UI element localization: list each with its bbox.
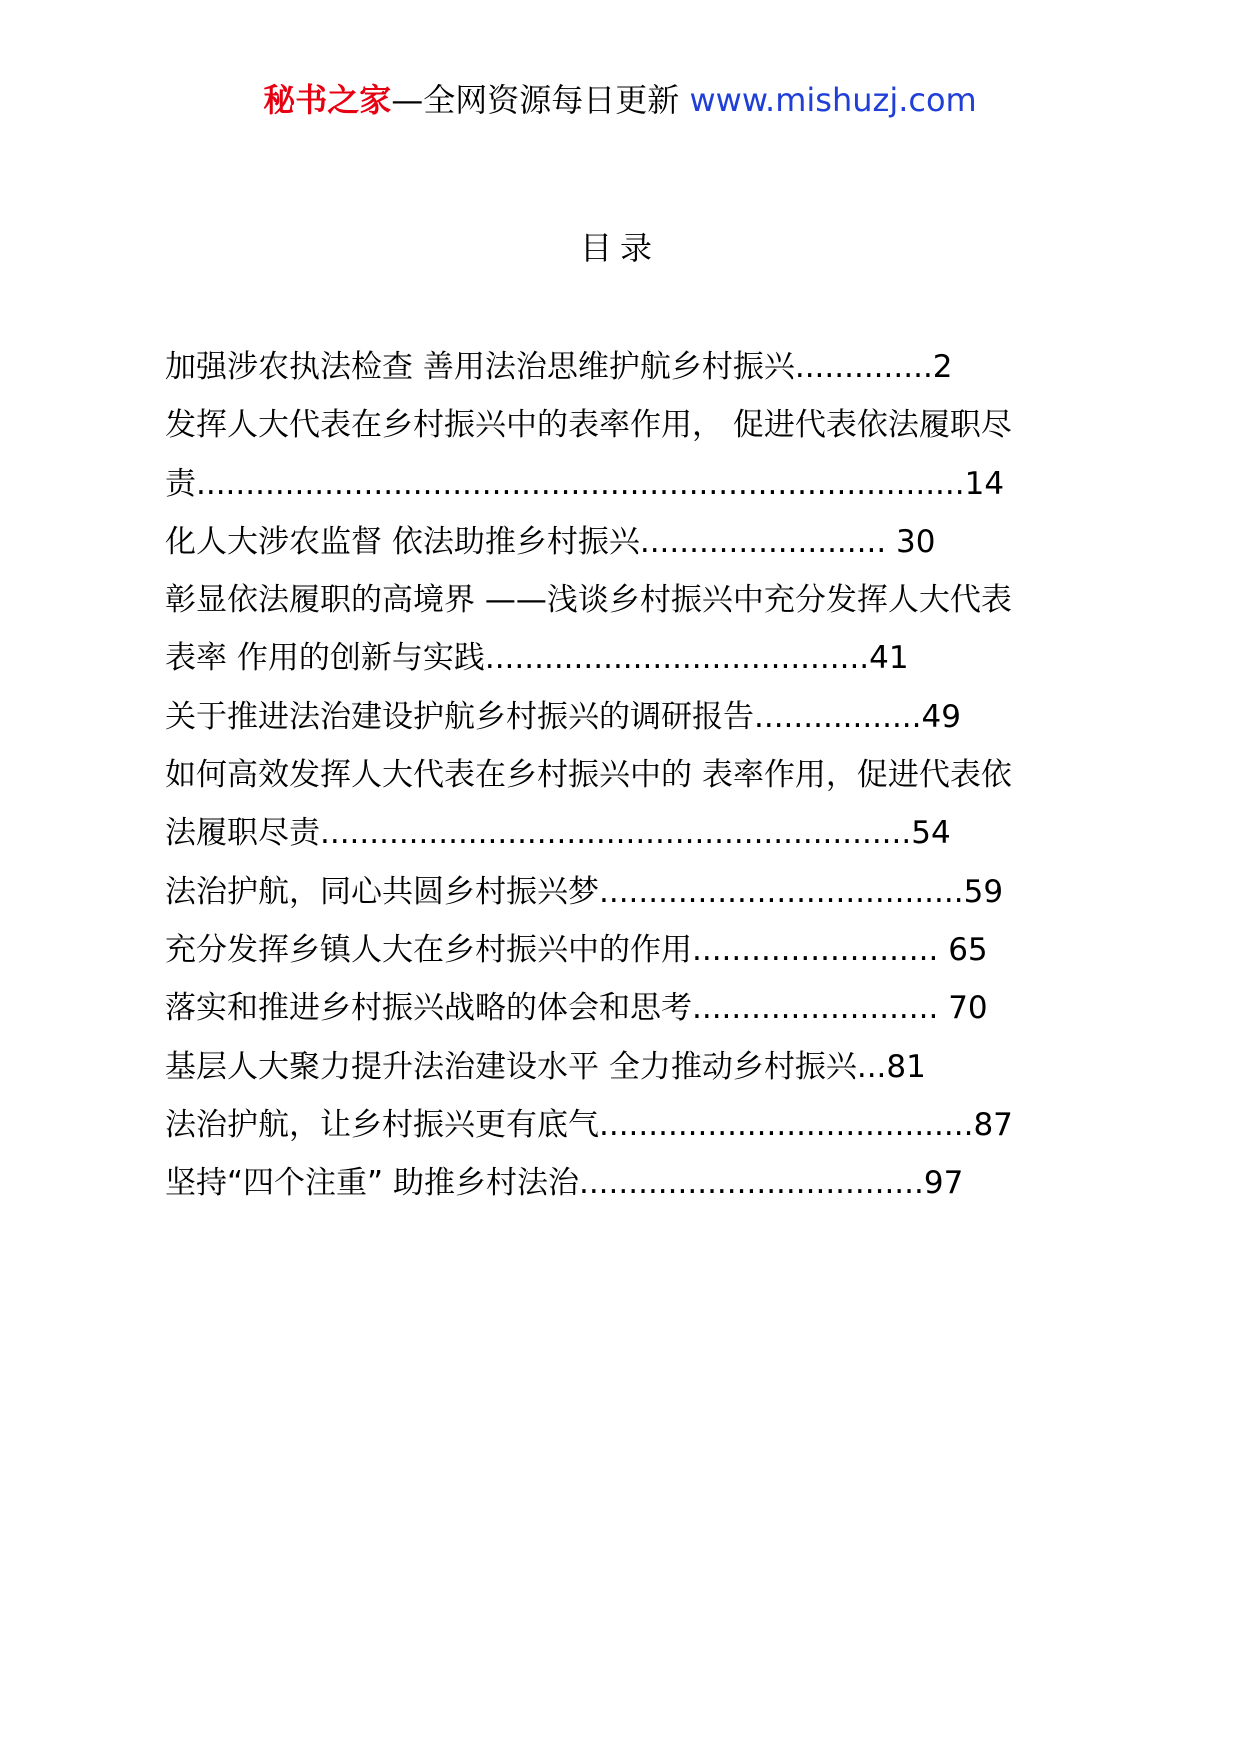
toc-entry-text: 法治护航，让乡村振兴更有底气......................................87 — [165, 1106, 1013, 1143]
toc-entry[interactable] — [165, 338, 1095, 396]
website-url[interactable]: www.mishuzj.com — [689, 81, 977, 119]
brand-name: 秘书之家 — [263, 81, 392, 119]
toc-entry-text-continued: 表率 作用的创新与实践.......................................41 — [165, 640, 909, 677]
toc-entry-text-continued: 责..............................................................................14 — [165, 465, 1005, 502]
toc-entry[interactable] — [165, 746, 1095, 863]
toc-entry[interactable] — [165, 688, 1095, 746]
page-title: 目录 — [579, 229, 660, 267]
page-header — [0, 80, 1240, 120]
table-of-contents — [165, 338, 1095, 1212]
toc-entry-text: 坚持“四个注重” 助推乡村法治...................................97 — [165, 1165, 964, 1202]
toc-entry[interactable] — [165, 1154, 1095, 1212]
toc-entry[interactable] — [165, 513, 1095, 571]
toc-entry[interactable] — [165, 1096, 1095, 1154]
toc-entry[interactable] — [165, 863, 1095, 921]
toc-entry[interactable] — [165, 1038, 1095, 1096]
toc-entry-text: 落实和推进乡村振兴战略的体会和思考......................... 70 — [165, 990, 988, 1027]
toc-entry-text: 充分发挥乡镇人大在乡村振兴中的作用......................... 65 — [165, 931, 988, 968]
toc-entry[interactable] — [165, 571, 1095, 688]
toc-entry-text: 关于推进法治建设护航乡村振兴的调研报告.................49 — [165, 698, 961, 735]
toc-entry[interactable] — [165, 396, 1095, 513]
header-slogan: —全网资源每日更新 — [391, 81, 690, 119]
toc-entry[interactable] — [165, 921, 1095, 979]
toc-entry-text: 化人大涉农监督 依法助推乡村振兴......................... 30 — [165, 523, 936, 560]
toc-entry-text: 发挥人大代表在乡村振兴中的表率作用， 促进代表依法履职尽 — [165, 407, 1012, 444]
toc-entry-text: 法治护航，同心共圆乡村振兴梦.....................................59 — [165, 873, 1004, 910]
toc-entry-text-continued: 法履职尽责............................................................54 — [165, 815, 951, 852]
toc-entry-text: 彰显依法履职的高境界 ——浅谈乡村振兴中充分发挥人大代表 — [165, 582, 1012, 619]
toc-entry-text: 基层人大聚力提升法治建设水平 全力推动乡村振兴...81 — [165, 1048, 926, 1085]
toc-entry[interactable] — [165, 979, 1095, 1037]
toc-entry-text: 加强涉农执法检查 善用法治思维护航乡村振兴..............2 — [165, 349, 953, 385]
toc-entry-text: 如何高效发挥人大代表在乡村振兴中的 表率作用，促进代表依 — [165, 757, 1012, 794]
